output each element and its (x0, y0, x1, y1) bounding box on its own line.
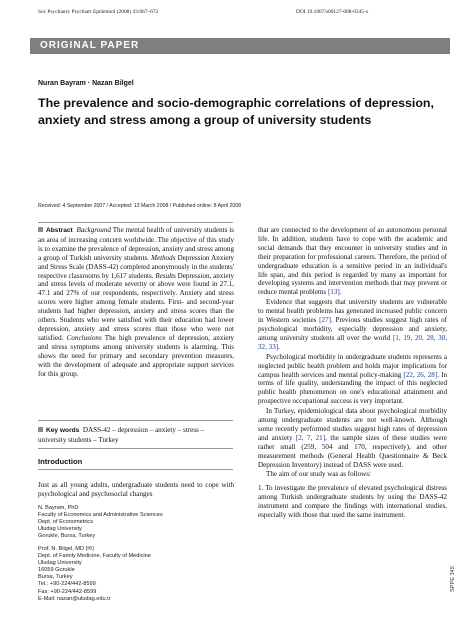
affil-b4: 16059 Gorukle (38, 567, 75, 574)
citation-link[interactable]: [27] (319, 316, 331, 325)
results-text: Depression, anxiety and stress levels of moderate severity or above were found in 27.1, 47.1 and 27% of our respondents, respectively. Anxiety and stress scores were higher among female students. First- and second-year students had higher depression, anxiety and stress scores than the others. Students who were satisfied with their education had lower depression, anxiety and stress scores than those who were not satisfied. (38, 271, 234, 342)
affil-a3: Dept. of Econometrics (38, 519, 94, 526)
citation-link[interactable]: [1, 19, 20, 28, 30, 32, 33] (258, 333, 447, 351)
right-p5: The aim of our study was as follows: (266, 470, 372, 479)
conclusions-text: The high prevalence of depression, anxiety and stress symptoms among university students is alarming. This shows the need for primary and secondary prevention measures, with the development of adequate and appropriate support services for this group. (38, 333, 235, 378)
affil-b7: Fax: +90-224/442-8599 (38, 588, 97, 595)
keywords (38, 426, 234, 445)
citation-link[interactable]: [2, 7, 21] (295, 433, 326, 442)
abstract-label: Abstract (46, 227, 73, 234)
keywords-marker (38, 427, 43, 432)
affil-b2: Dept. of Family Medicine, Faculty of Medicine (38, 553, 151, 560)
right-p1: that are connected to the development of an autonomous personal life. In addition, students have to cope with the academic and social demands that they encounter in university studies and in their preparation for professional careers. Therefore, the period of undergraduate education is a sensitive period in an individual's life span, and this period is regarded by many as important for developing systems and intervention methods that may prevent or reduce mental problems (258, 226, 447, 297)
abstract (38, 226, 234, 379)
affil-a4: Uludag University (38, 526, 82, 533)
affil-a5: Gorukle, Bursa, Turkey (38, 533, 96, 540)
conclusions-label: Conclusions (66, 333, 102, 342)
authors: Nuran Bayram · Nazan Bilgel (38, 80, 134, 87)
right-p3a: Psychological morbidity in undergraduate students represents a neglected public health problem and holds major implications for campus health services and mental policy-making (258, 352, 447, 379)
paper-title: The prevalence and socio-demographic correlations of depression, anxiety and stress among a group of university students (38, 96, 434, 127)
background-label: Background (76, 226, 111, 234)
affil-b6: Tel.: +90-224/442-8599 (38, 581, 96, 588)
right-column: that are connected to the development of an autonomous personal life. In addition, students have to cope with the academic and social demands that they encounter in university studies and in their preparation for professional careers. Therefore, the period of undergraduate education is a sensitive period in an individual's life span, and this period is regarded by many as important for developing systems and intervention methods that may prevent or reduce mental problems [13]. Evidence that suggests that university students are vulnerable to mental health problems has generated increased public concern in Western societies [27]. Previous studies suggest high rates of psychological morbidity, especially depression and anxiety, among university students all over the world [1, 19, 20, 28, 30, 32, 33]. Psychological morbidity in undergraduate students represents a neglected public health problem and holds major implications for campus health services and mental policy-making [22, 26, 28]. In terms of life quality, understanding the impact of this neglected public health phenomenon on one's educational attainment and prospective occupational success is very important. In Turkey, epidemiological data about psychological morbidity among undergraduate students are not well-known. Although some recently performed studies suggest high rates of depression and anxiety [2, 7, 21], the sample sizes of these studies were rather small (259, 504 and 170, respectively), and other measurement methods (General Health Questionnaire & Beck Depression Inventory) instead of DASS were used. The aim of our study was as follows: 1. To investigate the prevalence of elevated psychological distress among Turkish undergraduate students by using the DASS-42 instrument and compare the findings with international studies, especially with those that used the same instrument. (258, 226, 447, 520)
right-p2b: . Previous studies suggest high rates of psychological morbidity, especially depression and anxiety, among university students all over the world (258, 316, 447, 342)
doi: DOI 10.1007/s00127-008-0345-x (296, 9, 369, 15)
keywords-bottom-rule (38, 448, 233, 449)
abstract-top-rule (38, 222, 233, 223)
right-p4a: In Turkey, epidemiological data about psychological morbidity among undergraduate students are not well-known. Although some recently performed studies suggest high rates of depression and anxiety (258, 407, 447, 442)
right-p3b: . In terms of life quality, understanding the impact of this neglected public health phenomenon on one's educational attainment and prospective occupational success is very important. (258, 370, 447, 406)
keywords-text: DASS-42 – depression – anxiety – stress – university students – Turkey (38, 426, 205, 444)
keywords-top-rule (38, 420, 233, 421)
manuscript-code: SPPE 345 (450, 566, 456, 592)
keywords-label: Key words (46, 427, 80, 434)
journal-citation: Soc Psychiatry Psychiatr Epidemiol (2008) 43:667–672 (38, 9, 159, 15)
affil-b5: Bursa, Turkey (38, 574, 73, 581)
publication-dates: Received: 4 September 2007 / Accepted: 13 March 2008 / Published online: 8 April 2008 (38, 203, 242, 209)
results-label: Results (155, 271, 176, 280)
right-p4b: , the sample sizes of these studies were rather small (259, 504 and 170, respectively), and other measurement methods (General Health Questionnaire & Beck Depression Inventory) instead of DASS were used. (258, 433, 447, 469)
methods-label: Methods (151, 253, 176, 262)
citation-link[interactable]: [13] (327, 288, 340, 297)
abstract-marker (38, 227, 43, 232)
introduction-paragraph: Just as all young adults, undergraduate students need to cope with psychological and psychosocial changes (38, 481, 234, 498)
article-type-label: ORIGINAL PAPER (40, 40, 140, 51)
affil-b3: Uludag University (38, 560, 82, 567)
introduction-heading: Introduction (38, 457, 83, 466)
right-p2a: Evidence that suggests that university students are vulnerable to mental health problems has generated increased public concern in Western societies (258, 298, 447, 325)
author-affiliations (38, 505, 234, 603)
aim-item-1: 1. To investigate the prevalence of elevated psychological distress among Turkish undergraduate students by using the DASS-42 instrument and compare the findings with international studies, especially with those that used the same instrument. (258, 484, 447, 520)
affil-b8: E-Mail: nazan@uludag.edu.tr (38, 595, 111, 602)
running-head (38, 9, 443, 19)
introduction-text (38, 481, 234, 500)
background-text: The mental health of university students is an area of increasing concern worldwide. The objective of this study is to examine the prevalence of depression, anxiety and stress among a group of Turkish university students. (38, 226, 234, 262)
affil-a1: N. Bayram, PhD (38, 505, 79, 511)
citation-link[interactable]: [22, 26, 28] (403, 370, 438, 379)
affil-b1: Prof. N. Bilgel, MD (✉) (38, 546, 94, 553)
affil-a2: Faculty of Economics and Administrative Sciences (38, 512, 163, 519)
article-type-banner (30, 38, 450, 54)
introduction-rule (38, 469, 233, 470)
methods-text: Depression Anxiety and Stress Scale (DASS-42) completed anonymously in the students' respective classrooms by 1,617 students. (38, 253, 234, 280)
